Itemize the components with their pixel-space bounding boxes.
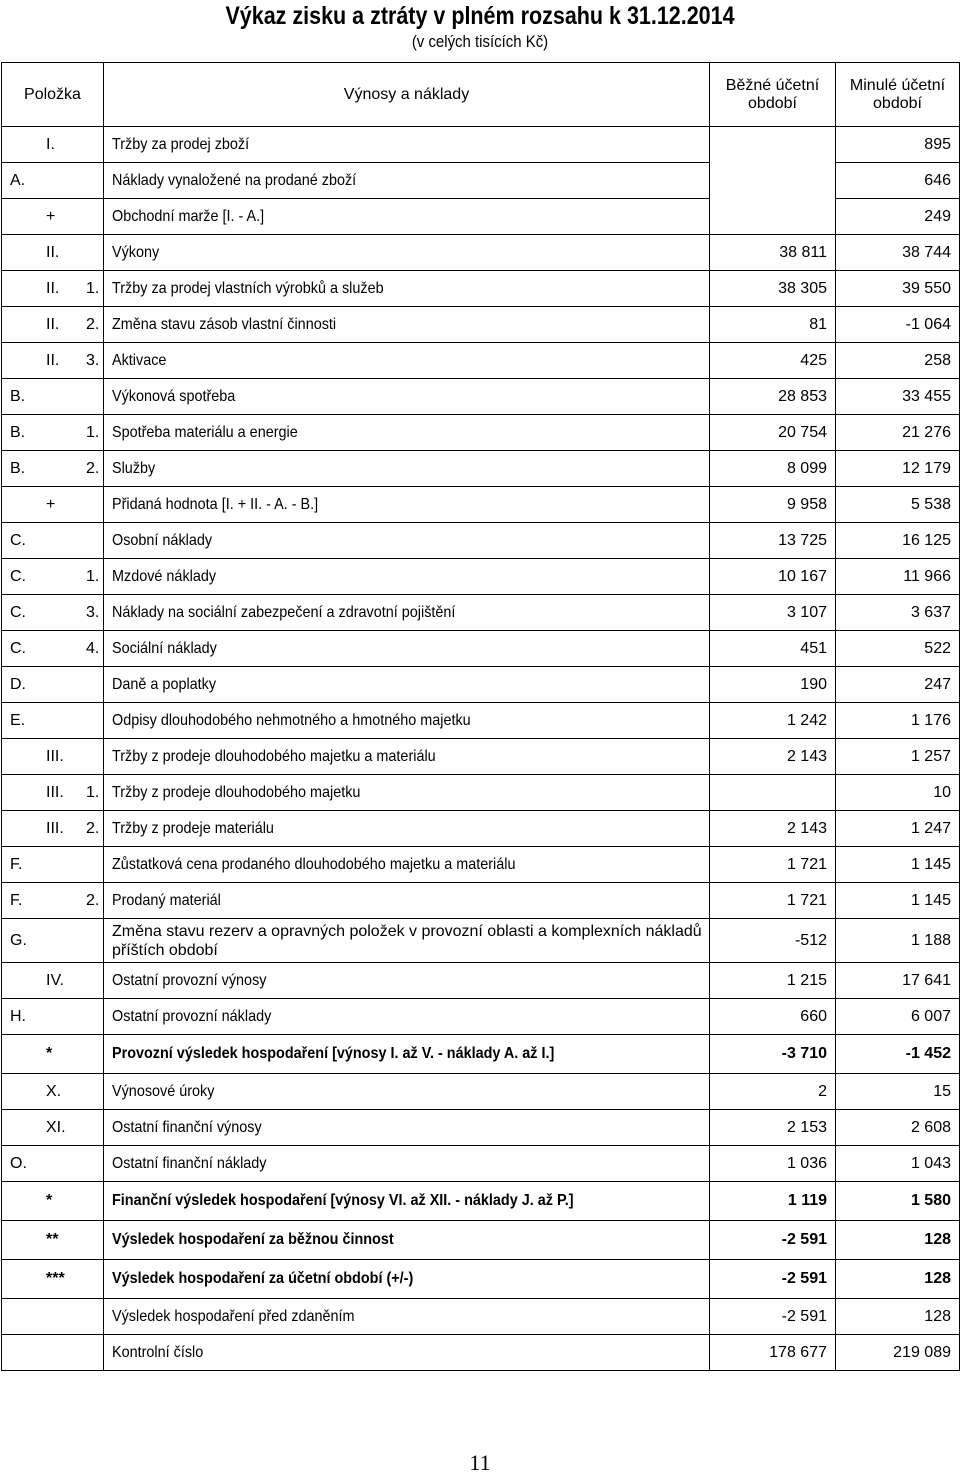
table-row bbox=[2, 559, 960, 595]
item-label-cell bbox=[104, 811, 710, 847]
item-label: Kontrolní číslo bbox=[112, 1343, 204, 1361]
item-code-c2: II. bbox=[46, 315, 60, 333]
table-row bbox=[2, 1260, 960, 1299]
table-row bbox=[2, 631, 960, 667]
previous-period-value: 1 247 bbox=[836, 811, 960, 847]
item-label-cell bbox=[104, 1035, 710, 1074]
item-code-cell bbox=[2, 1110, 104, 1146]
previous-period-value: 12 179 bbox=[836, 451, 960, 487]
item-label-cell bbox=[104, 775, 710, 811]
item-label: Osobní náklady bbox=[112, 531, 213, 549]
item-label-cell bbox=[104, 415, 710, 451]
previous-period-value: 38 744 bbox=[836, 235, 960, 271]
item-code-c1: A. bbox=[10, 171, 26, 189]
item-code-c1: C. bbox=[10, 639, 26, 657]
item-code-cell bbox=[2, 127, 104, 163]
item-code-c2: III. bbox=[46, 747, 64, 765]
item-code-cell bbox=[2, 595, 104, 631]
current-period-value: -2 591 bbox=[710, 1260, 836, 1299]
current-period-value: 1 119 bbox=[710, 1182, 836, 1221]
item-code-c3: 2. bbox=[86, 891, 100, 909]
item-code-c3: 3. bbox=[86, 603, 100, 621]
item-label: Ostatní provozní výnosy bbox=[112, 971, 267, 989]
item-code-c1: F. bbox=[10, 855, 23, 873]
table-row bbox=[2, 451, 960, 487]
item-code-cell bbox=[2, 235, 104, 271]
previous-period-value: 247 bbox=[836, 667, 960, 703]
table-row bbox=[2, 919, 960, 963]
item-label-cell bbox=[104, 1074, 710, 1110]
current-period-value: 660 bbox=[710, 999, 836, 1035]
item-code-c3: 3. bbox=[86, 351, 100, 369]
item-code-c1: B. bbox=[10, 423, 26, 441]
item-code-cell bbox=[2, 379, 104, 415]
item-code-c2: II. bbox=[46, 243, 60, 261]
table-row bbox=[2, 271, 960, 307]
item-code-cell bbox=[2, 415, 104, 451]
table-row bbox=[2, 163, 960, 199]
current-period-value: -2 591 bbox=[710, 1299, 836, 1335]
previous-period-value: 1 176 bbox=[836, 703, 960, 739]
item-code-c1: G. bbox=[10, 931, 27, 949]
item-code-cell bbox=[2, 343, 104, 379]
item-label-cell bbox=[104, 883, 710, 919]
item-code-c1: H. bbox=[10, 1007, 26, 1025]
item-code-cell bbox=[2, 487, 104, 523]
item-code-c3: 1. bbox=[86, 423, 100, 441]
previous-period-value: 21 276 bbox=[836, 415, 960, 451]
item-label-cell bbox=[104, 847, 710, 883]
item-code-cell bbox=[2, 631, 104, 667]
item-label-cell bbox=[104, 631, 710, 667]
header-item: Položka bbox=[2, 63, 104, 127]
item-label-cell bbox=[104, 1110, 710, 1146]
item-label: Výsledek hospodaření před zdaněním bbox=[112, 1307, 355, 1325]
current-period-value: 8 099 bbox=[710, 451, 836, 487]
table-row bbox=[2, 1110, 960, 1146]
item-label-cell bbox=[104, 703, 710, 739]
item-label-cell bbox=[104, 919, 710, 963]
item-code-cell bbox=[2, 1221, 104, 1260]
item-label: Tržby za prodej zboží bbox=[112, 135, 250, 153]
item-code-cell bbox=[2, 811, 104, 847]
item-label: Změna stavu zásob vlastní činnosti bbox=[112, 315, 337, 333]
item-code-c2: XI. bbox=[46, 1118, 66, 1136]
item-label: Tržby z prodeje dlouhodobého majetku a materiálu bbox=[112, 747, 436, 765]
item-code-c1: B. bbox=[10, 459, 26, 477]
table-row bbox=[2, 1035, 960, 1074]
item-label: Tržby z prodeje dlouhodobého majetku bbox=[112, 783, 361, 801]
table-row bbox=[2, 415, 960, 451]
item-code-cell bbox=[2, 1299, 104, 1335]
previous-period-value: 1 043 bbox=[836, 1146, 960, 1182]
item-code-c1: O. bbox=[10, 1154, 27, 1172]
table-row bbox=[2, 739, 960, 775]
previous-period-value: 15 bbox=[836, 1074, 960, 1110]
item-code-c2: IV. bbox=[46, 971, 65, 989]
previous-period-value: 3 637 bbox=[836, 595, 960, 631]
current-period-value: -3 710 bbox=[710, 1035, 836, 1074]
previous-period-value: 219 089 bbox=[836, 1335, 960, 1371]
item-label-cell bbox=[104, 1299, 710, 1335]
current-period-value: 178 677 bbox=[710, 1335, 836, 1371]
item-label: Prodaný materiál bbox=[112, 891, 221, 909]
item-code-c2: * bbox=[46, 1192, 53, 1209]
current-period-value: 2 153 bbox=[710, 1110, 836, 1146]
item-code-cell bbox=[2, 1260, 104, 1299]
item-code-cell bbox=[2, 963, 104, 999]
current-period-value: 1 242 bbox=[710, 703, 836, 739]
table-row bbox=[2, 523, 960, 559]
table-row bbox=[2, 379, 960, 415]
previous-period-value: 17 641 bbox=[836, 963, 960, 999]
current-period-value: 1 036 bbox=[710, 1146, 836, 1182]
previous-period-value: 128 bbox=[836, 1299, 960, 1335]
current-period-value bbox=[710, 127, 836, 163]
table-row bbox=[2, 235, 960, 271]
current-period-value: 13 725 bbox=[710, 523, 836, 559]
item-label: Náklady na sociální zabezpečení a zdravotní pojištění bbox=[112, 603, 456, 621]
item-label: Spotřeba materiálu a energie bbox=[112, 423, 298, 441]
current-period-value: 190 bbox=[710, 667, 836, 703]
current-period-value: 2 143 bbox=[710, 811, 836, 847]
previous-period-value: 10 bbox=[836, 775, 960, 811]
item-code-cell bbox=[2, 163, 104, 199]
previous-period-value: 5 538 bbox=[836, 487, 960, 523]
item-code-c2: * bbox=[46, 1045, 53, 1062]
previous-period-value: 522 bbox=[836, 631, 960, 667]
item-label: Zůstatková cena prodaného dlouhodobého majetku a materiálu bbox=[112, 855, 516, 873]
profit-loss-table bbox=[1, 62, 960, 1371]
table-row bbox=[2, 847, 960, 883]
item-code-cell bbox=[2, 271, 104, 307]
item-label-cell bbox=[104, 1221, 710, 1260]
item-label: Přidaná hodnota [I. + II. - A. - B.] bbox=[112, 495, 319, 513]
table-row bbox=[2, 343, 960, 379]
item-label-cell bbox=[104, 999, 710, 1035]
item-label-cell bbox=[104, 487, 710, 523]
table-row bbox=[2, 127, 960, 163]
current-period-value: 81 bbox=[710, 307, 836, 343]
item-label-cell bbox=[104, 235, 710, 271]
item-code-c3: 1. bbox=[86, 783, 100, 801]
report-subtitle: (v celých tisících Kč) bbox=[411, 32, 549, 51]
item-label-cell bbox=[104, 199, 710, 235]
previous-period-value: 646 bbox=[836, 163, 960, 199]
previous-period-value: 895 bbox=[836, 127, 960, 163]
table-row bbox=[2, 487, 960, 523]
item-label: Náklady vynaložené na prodané zboží bbox=[112, 171, 357, 189]
item-label: Finanční výsledek hospodaření [výnosy VI. až XII. - náklady J. až P.] bbox=[112, 1192, 574, 1209]
table-header-row bbox=[2, 63, 960, 127]
item-label-cell bbox=[104, 127, 710, 163]
previous-period-value: 1 257 bbox=[836, 739, 960, 775]
current-period-value: 20 754 bbox=[710, 415, 836, 451]
item-label-cell bbox=[104, 1182, 710, 1221]
previous-period-value: 249 bbox=[836, 199, 960, 235]
previous-period-value: 6 007 bbox=[836, 999, 960, 1035]
item-label-cell bbox=[104, 1260, 710, 1299]
item-code-c2: + bbox=[46, 495, 56, 513]
previous-period-value: 258 bbox=[836, 343, 960, 379]
item-code-c3: 2. bbox=[86, 315, 100, 333]
current-period-value: 451 bbox=[710, 631, 836, 667]
item-code-c2: I. bbox=[46, 135, 55, 153]
item-label: Výnosové úroky bbox=[112, 1082, 215, 1100]
item-code-c2: ** bbox=[46, 1231, 59, 1248]
table-row bbox=[2, 703, 960, 739]
previous-period-value: 16 125 bbox=[836, 523, 960, 559]
item-code-c2: III. bbox=[46, 819, 64, 837]
item-code-cell bbox=[2, 1182, 104, 1221]
item-code-c3: 1. bbox=[86, 567, 100, 585]
item-label: Ostatní finanční náklady bbox=[112, 1154, 267, 1172]
previous-period-value: -1 452 bbox=[836, 1035, 960, 1074]
previous-period-value: 128 bbox=[836, 1221, 960, 1260]
item-label: Výsledek hospodaření za běžnou činnost bbox=[112, 1231, 394, 1248]
item-label: Provozní výsledek hospodaření [výnosy I. až V. - náklady A. až I.] bbox=[112, 1045, 555, 1062]
item-code-cell bbox=[2, 1035, 104, 1074]
current-period-value: 1 721 bbox=[710, 847, 836, 883]
item-code-c1: C. bbox=[10, 567, 26, 585]
table-row bbox=[2, 883, 960, 919]
item-code-c1: C. bbox=[10, 603, 26, 621]
current-period-value bbox=[710, 775, 836, 811]
item-code-c1: D. bbox=[10, 675, 26, 693]
current-period-value: 3 107 bbox=[710, 595, 836, 631]
item-label-cell bbox=[104, 307, 710, 343]
table-row bbox=[2, 1074, 960, 1110]
header-previous-period: Minulé účetní období bbox=[836, 63, 960, 127]
item-code-c2: II. bbox=[46, 279, 60, 297]
item-label: Daně a poplatky bbox=[112, 675, 217, 693]
report-title: Výkaz zisku a ztráty v plném rozsahu k 31.12.2014 bbox=[225, 2, 735, 30]
item-code-c3: 2. bbox=[86, 819, 100, 837]
previous-period-value: 1 145 bbox=[836, 847, 960, 883]
previous-period-value: 128 bbox=[836, 1260, 960, 1299]
item-code-c3: 4. bbox=[86, 639, 100, 657]
item-code-cell bbox=[2, 307, 104, 343]
previous-period-value: 1 145 bbox=[836, 883, 960, 919]
table-row bbox=[2, 1221, 960, 1260]
item-label: Služby bbox=[112, 459, 156, 477]
item-code-c3: 1. bbox=[86, 279, 100, 297]
current-period-value: -512 bbox=[710, 919, 836, 963]
item-label-cell bbox=[104, 379, 710, 415]
item-code-cell bbox=[2, 1146, 104, 1182]
item-label: Mzdové náklady bbox=[112, 567, 217, 585]
item-label-cell bbox=[104, 343, 710, 379]
item-label-cell bbox=[104, 1335, 710, 1371]
current-period-value: 38 305 bbox=[710, 271, 836, 307]
table-row bbox=[2, 811, 960, 847]
current-period-value: 28 853 bbox=[710, 379, 836, 415]
item-label: Ostatní provozní náklady bbox=[112, 1007, 272, 1025]
current-period-value: 10 167 bbox=[710, 559, 836, 595]
item-code-cell bbox=[2, 451, 104, 487]
table-row bbox=[2, 595, 960, 631]
item-code-cell bbox=[2, 523, 104, 559]
header-description: Výnosy a náklady bbox=[104, 63, 710, 127]
table-row bbox=[2, 1299, 960, 1335]
item-label: Odpisy dlouhodobého nehmotného a hmotného majetku bbox=[112, 711, 471, 729]
item-label: Tržby za prodej vlastních výrobků a služeb bbox=[112, 279, 384, 297]
item-code-cell bbox=[2, 1074, 104, 1110]
item-code-cell bbox=[2, 667, 104, 703]
item-code-c2: II. bbox=[46, 351, 60, 369]
item-code-c1: F. bbox=[10, 891, 23, 909]
table-row bbox=[2, 1335, 960, 1371]
item-label-cell bbox=[104, 163, 710, 199]
current-period-value bbox=[710, 199, 836, 235]
item-code-cell bbox=[2, 703, 104, 739]
item-code-cell bbox=[2, 847, 104, 883]
previous-period-value: 2 608 bbox=[836, 1110, 960, 1146]
item-label-cell bbox=[104, 523, 710, 559]
item-code-c2: X. bbox=[46, 1082, 62, 1100]
item-code-c2: + bbox=[46, 207, 56, 225]
item-label: Aktivace bbox=[112, 351, 167, 369]
previous-period-value: 11 966 bbox=[836, 559, 960, 595]
item-code-cell bbox=[2, 739, 104, 775]
item-code-cell bbox=[2, 999, 104, 1035]
table-row bbox=[2, 307, 960, 343]
item-code-cell bbox=[2, 199, 104, 235]
item-label-cell bbox=[104, 595, 710, 631]
item-code-c1: B. bbox=[10, 387, 26, 405]
item-code-c2: *** bbox=[46, 1270, 65, 1287]
item-code-cell bbox=[2, 919, 104, 963]
item-label: Tržby z prodeje materiálu bbox=[112, 819, 274, 837]
header-current-period: Běžné účetní období bbox=[710, 63, 836, 127]
previous-period-value: 39 550 bbox=[836, 271, 960, 307]
item-label: Výsledek hospodaření za účetní období (+/-) bbox=[112, 1270, 414, 1287]
current-period-value: 9 958 bbox=[710, 487, 836, 523]
item-code-cell bbox=[2, 1335, 104, 1371]
item-label-cell bbox=[104, 559, 710, 595]
current-period-value: 1 721 bbox=[710, 883, 836, 919]
item-label-cell bbox=[104, 739, 710, 775]
item-label: Sociální náklady bbox=[112, 639, 217, 657]
previous-period-value: 33 455 bbox=[836, 379, 960, 415]
item-code-c1: E. bbox=[10, 711, 26, 729]
current-period-value: 1 215 bbox=[710, 963, 836, 999]
table-row bbox=[2, 1182, 960, 1221]
item-code-c2: III. bbox=[46, 783, 64, 801]
item-label-cell bbox=[104, 963, 710, 999]
item-label: Výkonová spotřeba bbox=[112, 387, 236, 405]
current-period-value: -2 591 bbox=[710, 1221, 836, 1260]
item-label-cell bbox=[104, 451, 710, 487]
current-period-value: 425 bbox=[710, 343, 836, 379]
item-label: Obchodní marže [I. - A.] bbox=[112, 207, 265, 225]
current-period-value: 2 bbox=[710, 1074, 836, 1110]
item-code-cell bbox=[2, 775, 104, 811]
table-row bbox=[2, 667, 960, 703]
item-label: Ostatní finanční výnosy bbox=[112, 1118, 262, 1136]
table-row bbox=[2, 999, 960, 1035]
item-label-cell bbox=[104, 667, 710, 703]
item-label-cell bbox=[104, 271, 710, 307]
item-code-c3: 2. bbox=[86, 459, 100, 477]
item-label: Výkony bbox=[112, 243, 160, 261]
table-row bbox=[2, 775, 960, 811]
item-label: Změna stavu rezerv a opravných položek v provozní oblasti a komplexních nákladů příštích období bbox=[112, 922, 702, 959]
current-period-value: 2 143 bbox=[710, 739, 836, 775]
current-period-value: 38 811 bbox=[710, 235, 836, 271]
previous-period-value: 1 580 bbox=[836, 1182, 960, 1221]
table-row bbox=[2, 1146, 960, 1182]
item-code-cell bbox=[2, 883, 104, 919]
previous-period-value: -1 064 bbox=[836, 307, 960, 343]
table-row bbox=[2, 199, 960, 235]
table-row bbox=[2, 963, 960, 999]
item-code-c1: C. bbox=[10, 531, 26, 549]
previous-period-value: 1 188 bbox=[836, 919, 960, 963]
item-label-cell bbox=[104, 1146, 710, 1182]
item-code-cell bbox=[2, 559, 104, 595]
page-number: 11 bbox=[469, 1450, 491, 1475]
current-period-value bbox=[710, 163, 836, 199]
